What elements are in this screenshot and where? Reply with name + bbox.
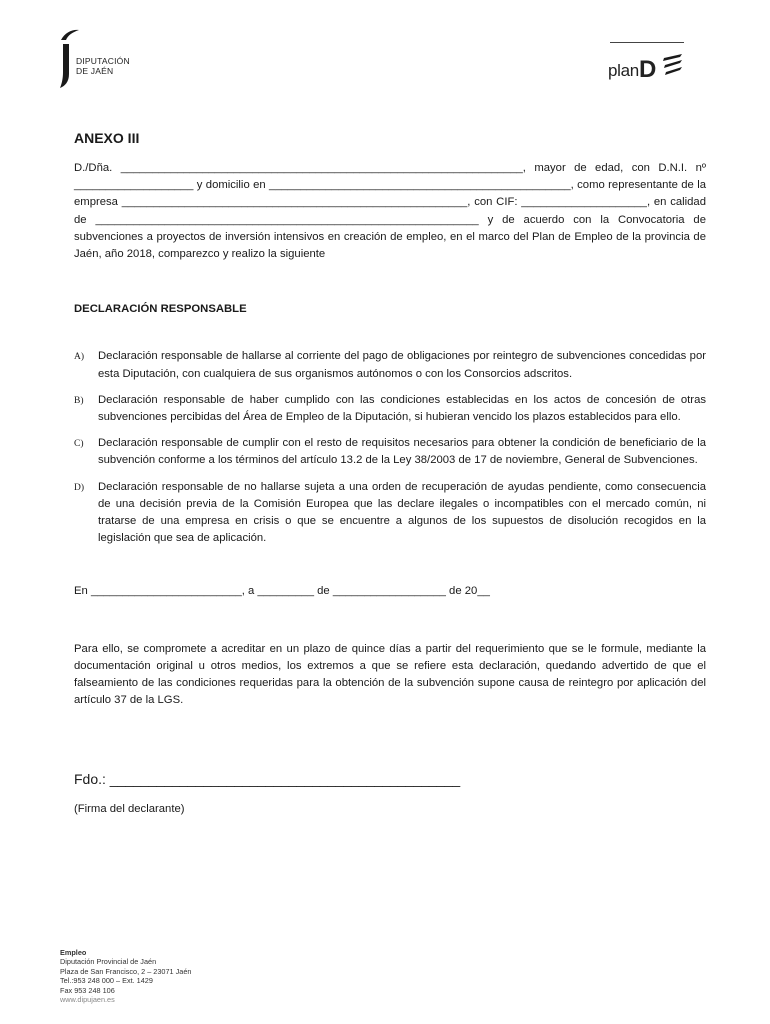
logo-divider [610,42,684,43]
logo-line-1: DIPUTACIÓN [76,56,130,66]
signature-note: (Firma del declarante) [74,802,185,815]
footer-website-link[interactable]: www.dipujaen.es [60,995,115,1005]
plan-prefix: plan [608,61,639,80]
declaration-item [74,348,706,382]
footer-line: Diputación Provincial de Jaén [60,957,157,967]
closing-paragraph: Para ello, se compromete a acreditar en un plazo de quince días a partir del requerimiento que se le formule, mediante la documentación original u otros medios, los extremos a que se refiere esta declaración, quedando advertido de que el falseamiento de las condiciones requeridas para la obtención de la subvención supone causa de reintegro por aplicación del artículo 37 de la LGS. [74,642,706,707]
diputacion-jaen-logo [58,28,178,90]
logo-text [76,56,130,76]
declaration-letter: D) [74,482,85,493]
section-title: DECLARACIÓN RESPONSABLE [74,303,247,316]
footer-line: Fax 953 248 106 [60,985,115,995]
declaration-text: Declaración responsable de hallarse al corriente del pago de obligaciones por reintegro de subvenciones concedidas por esta Diputación, con cualquiera de sus organismos autónomos o con los Consorcios adscritos. [98,350,706,380]
declaration-text: Declaración responsable de cumplir con el resto de requisitos necesarios para obtener la condición de beneficiario de la subvención conforme a los términos del artículo 13.2 de la Ley 38/2003 de 17 de noviembre, General de Subvenciones. [98,437,706,467]
annex-title: ANEXO III [74,130,140,146]
plan-d-stripes-icon [662,52,684,78]
declaration-letter: C) [74,439,84,450]
declaration-item [74,392,706,426]
declaration-item [74,479,706,548]
logo-line-2: DE JAÉN [76,66,114,76]
footer-department: Empleo [60,948,87,957]
footer [60,948,191,1004]
declaration-text: Declaración responsable de no hallarse sujeta a una orden de recuperación de ayudas pendiente, como consecuencia de una decisión previa de la Comisión Europea que las declare ilegales o incompatibles con el mercado común, ni tratarse de una empresa en crisis o que se encuentre a algunos de los supuestos de disolución recogidos en la legislación que sea de aplicación. [98,480,706,545]
declaration-letter: B) [74,395,84,406]
plan-letter: D [638,56,656,83]
declaration-item [74,435,706,469]
declaration-text: Declaración responsable de haber cumplido con las condiciones establecidas en los actos de concesión de otras subvenciones percibidas del Área de Empleo de la Diputación, si hubieran vencido los plazos establecidos para ello. [98,393,706,424]
plan-d-wordmark [608,55,656,83]
footer-line: Tel.:953 248 000 – Ext. 1429 [60,976,153,986]
intro-paragraph: D./Dña. ________________________________________________________________, mayor de edad, con D.N.I. nº ___________________ y domicilio en ________________________________________________, como representante de la empresa _______________________________________________________, con CIF: ____________________, en calidad de _____________________________________________________________ y de acuerdo con la Convocatoria de subvenciones a proyectos de inversión intensivos en creación de empleo, en el marco del Plan de Empleo de la provincia de Jaén, año 2018, comparezco y realizo la siguiente [74,162,706,261]
signature-line: Fdo.: _____________________________________________ [74,771,461,788]
document-body [74,128,706,818]
footer-line: Plaza de San Francisco, 2 – 23071 Jaén [60,966,192,976]
plan-d-logo [606,42,686,82]
place-date-line: En ________________________, a _________ de __________________ de 20__ [74,585,490,598]
declaration-letter: A) [74,352,85,363]
